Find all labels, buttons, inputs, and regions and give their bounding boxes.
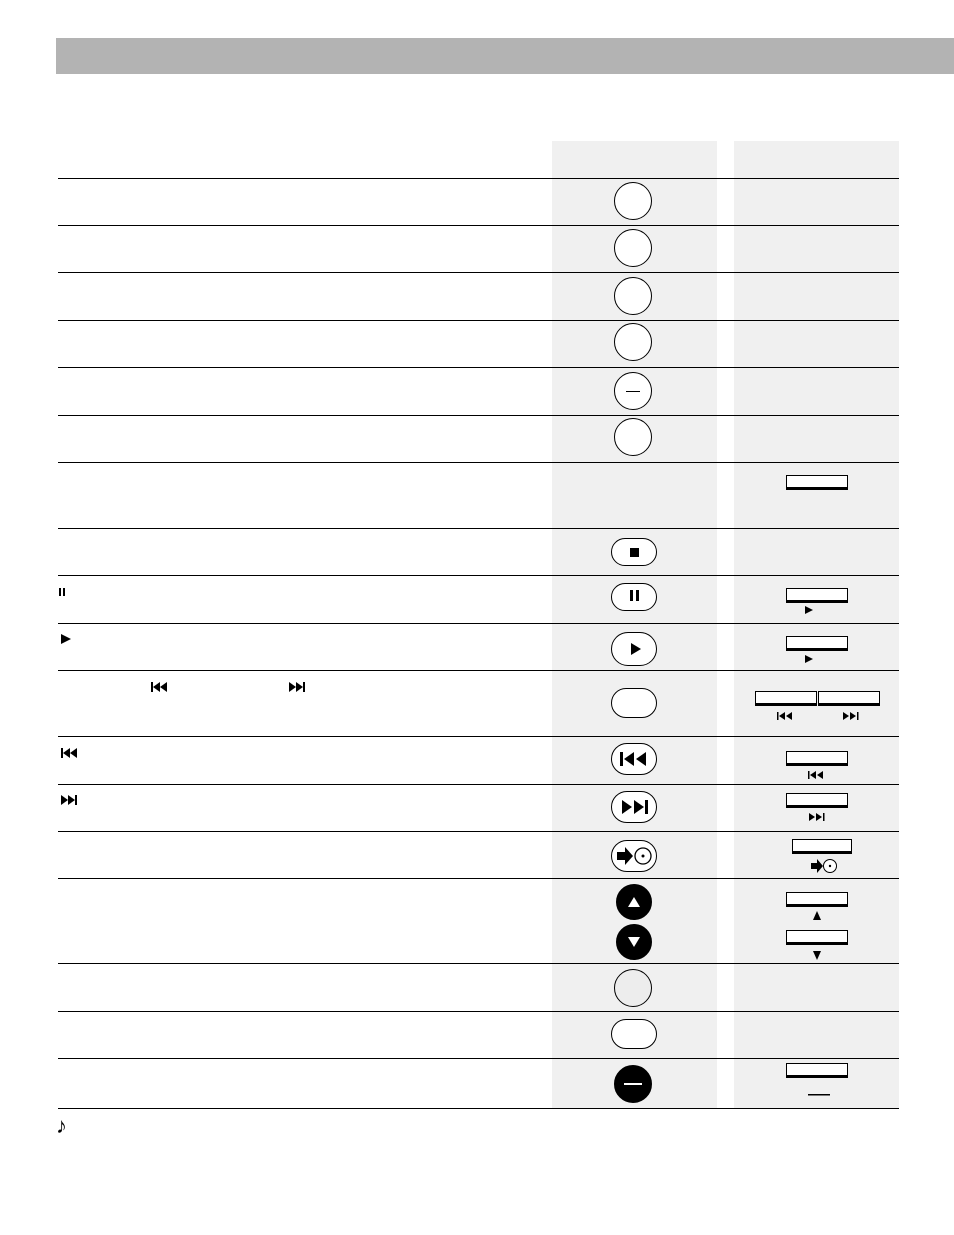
minus-button[interactable] bbox=[614, 372, 652, 410]
play-button[interactable] bbox=[611, 632, 657, 666]
skip-back-icon bbox=[60, 747, 78, 761]
play-icon bbox=[631, 643, 641, 655]
skip-forward-icon bbox=[842, 712, 860, 722]
panel-key[interactable] bbox=[786, 636, 848, 651]
row-divider bbox=[58, 320, 899, 321]
disc-arrow-icon bbox=[810, 857, 838, 877]
remote-button[interactable] bbox=[614, 969, 652, 1007]
up-arrow-icon bbox=[813, 911, 821, 922]
pause-button[interactable] bbox=[611, 583, 657, 611]
down-arrow-icon bbox=[627, 936, 641, 948]
up-button[interactable] bbox=[616, 884, 652, 920]
minus-button[interactable] bbox=[614, 1065, 652, 1103]
panel-key[interactable] bbox=[786, 588, 848, 603]
row-divider bbox=[58, 1058, 899, 1059]
play-icon bbox=[804, 606, 814, 616]
disc-select-button[interactable] bbox=[611, 840, 657, 872]
skip-forward-button[interactable] bbox=[611, 791, 657, 823]
row-divider bbox=[58, 784, 899, 785]
skip-back-icon bbox=[777, 712, 795, 722]
skip-back-icon bbox=[808, 771, 826, 781]
panel-key[interactable] bbox=[818, 691, 880, 706]
header-bar bbox=[56, 38, 954, 74]
row-divider bbox=[58, 878, 899, 879]
pause-icon bbox=[628, 588, 640, 606]
skip-forward-icon bbox=[808, 813, 826, 823]
remote-button[interactable] bbox=[614, 323, 652, 361]
row-divider bbox=[58, 528, 899, 529]
row-divider bbox=[58, 272, 899, 273]
play-icon bbox=[804, 655, 814, 665]
panel-key[interactable] bbox=[786, 475, 848, 490]
stop-icon bbox=[630, 548, 639, 557]
row-divider bbox=[58, 1011, 899, 1012]
remote-pill-button[interactable] bbox=[611, 688, 657, 718]
music-note-icon: ♪ bbox=[56, 1113, 67, 1138]
remote-button[interactable] bbox=[614, 229, 652, 267]
row-divider bbox=[58, 963, 899, 964]
minus-icon bbox=[626, 391, 640, 392]
row-divider bbox=[58, 462, 899, 463]
panel-key[interactable] bbox=[786, 930, 848, 945]
panel-key[interactable] bbox=[792, 839, 852, 854]
skip-back-icon bbox=[619, 751, 649, 767]
row-divider bbox=[58, 367, 899, 368]
row-divider bbox=[58, 623, 899, 624]
play-icon bbox=[60, 633, 72, 647]
minus-icon bbox=[624, 1083, 642, 1085]
stop-button[interactable] bbox=[611, 538, 657, 566]
row-divider bbox=[58, 736, 899, 737]
pause-icon bbox=[58, 586, 66, 598]
panel-key[interactable] bbox=[786, 751, 848, 766]
panel-key[interactable] bbox=[786, 1063, 848, 1078]
panel-key[interactable] bbox=[755, 691, 817, 706]
row-divider bbox=[58, 415, 899, 416]
skip-forward-icon bbox=[619, 799, 649, 815]
minus-icon bbox=[808, 1090, 830, 1099]
skip-forward-icon bbox=[288, 681, 306, 695]
row-divider bbox=[58, 178, 899, 179]
skip-back-icon bbox=[150, 681, 168, 695]
row-divider bbox=[58, 670, 899, 671]
remote-button[interactable] bbox=[614, 277, 652, 315]
remote-pill-button[interactable] bbox=[611, 1019, 657, 1049]
panel-key[interactable] bbox=[786, 892, 848, 907]
remote-button[interactable] bbox=[614, 418, 652, 456]
panel-key[interactable] bbox=[786, 793, 848, 808]
skip-forward-icon bbox=[60, 794, 78, 808]
row-divider bbox=[58, 831, 899, 832]
down-button[interactable] bbox=[616, 924, 652, 960]
up-arrow-icon bbox=[627, 896, 641, 908]
down-arrow-icon bbox=[813, 951, 821, 962]
disc-arrow-icon bbox=[616, 845, 652, 867]
row-divider bbox=[58, 575, 899, 576]
remote-button[interactable] bbox=[614, 182, 652, 220]
skip-back-button[interactable] bbox=[611, 743, 657, 775]
row-divider bbox=[58, 225, 899, 226]
row-divider bbox=[58, 1108, 899, 1109]
